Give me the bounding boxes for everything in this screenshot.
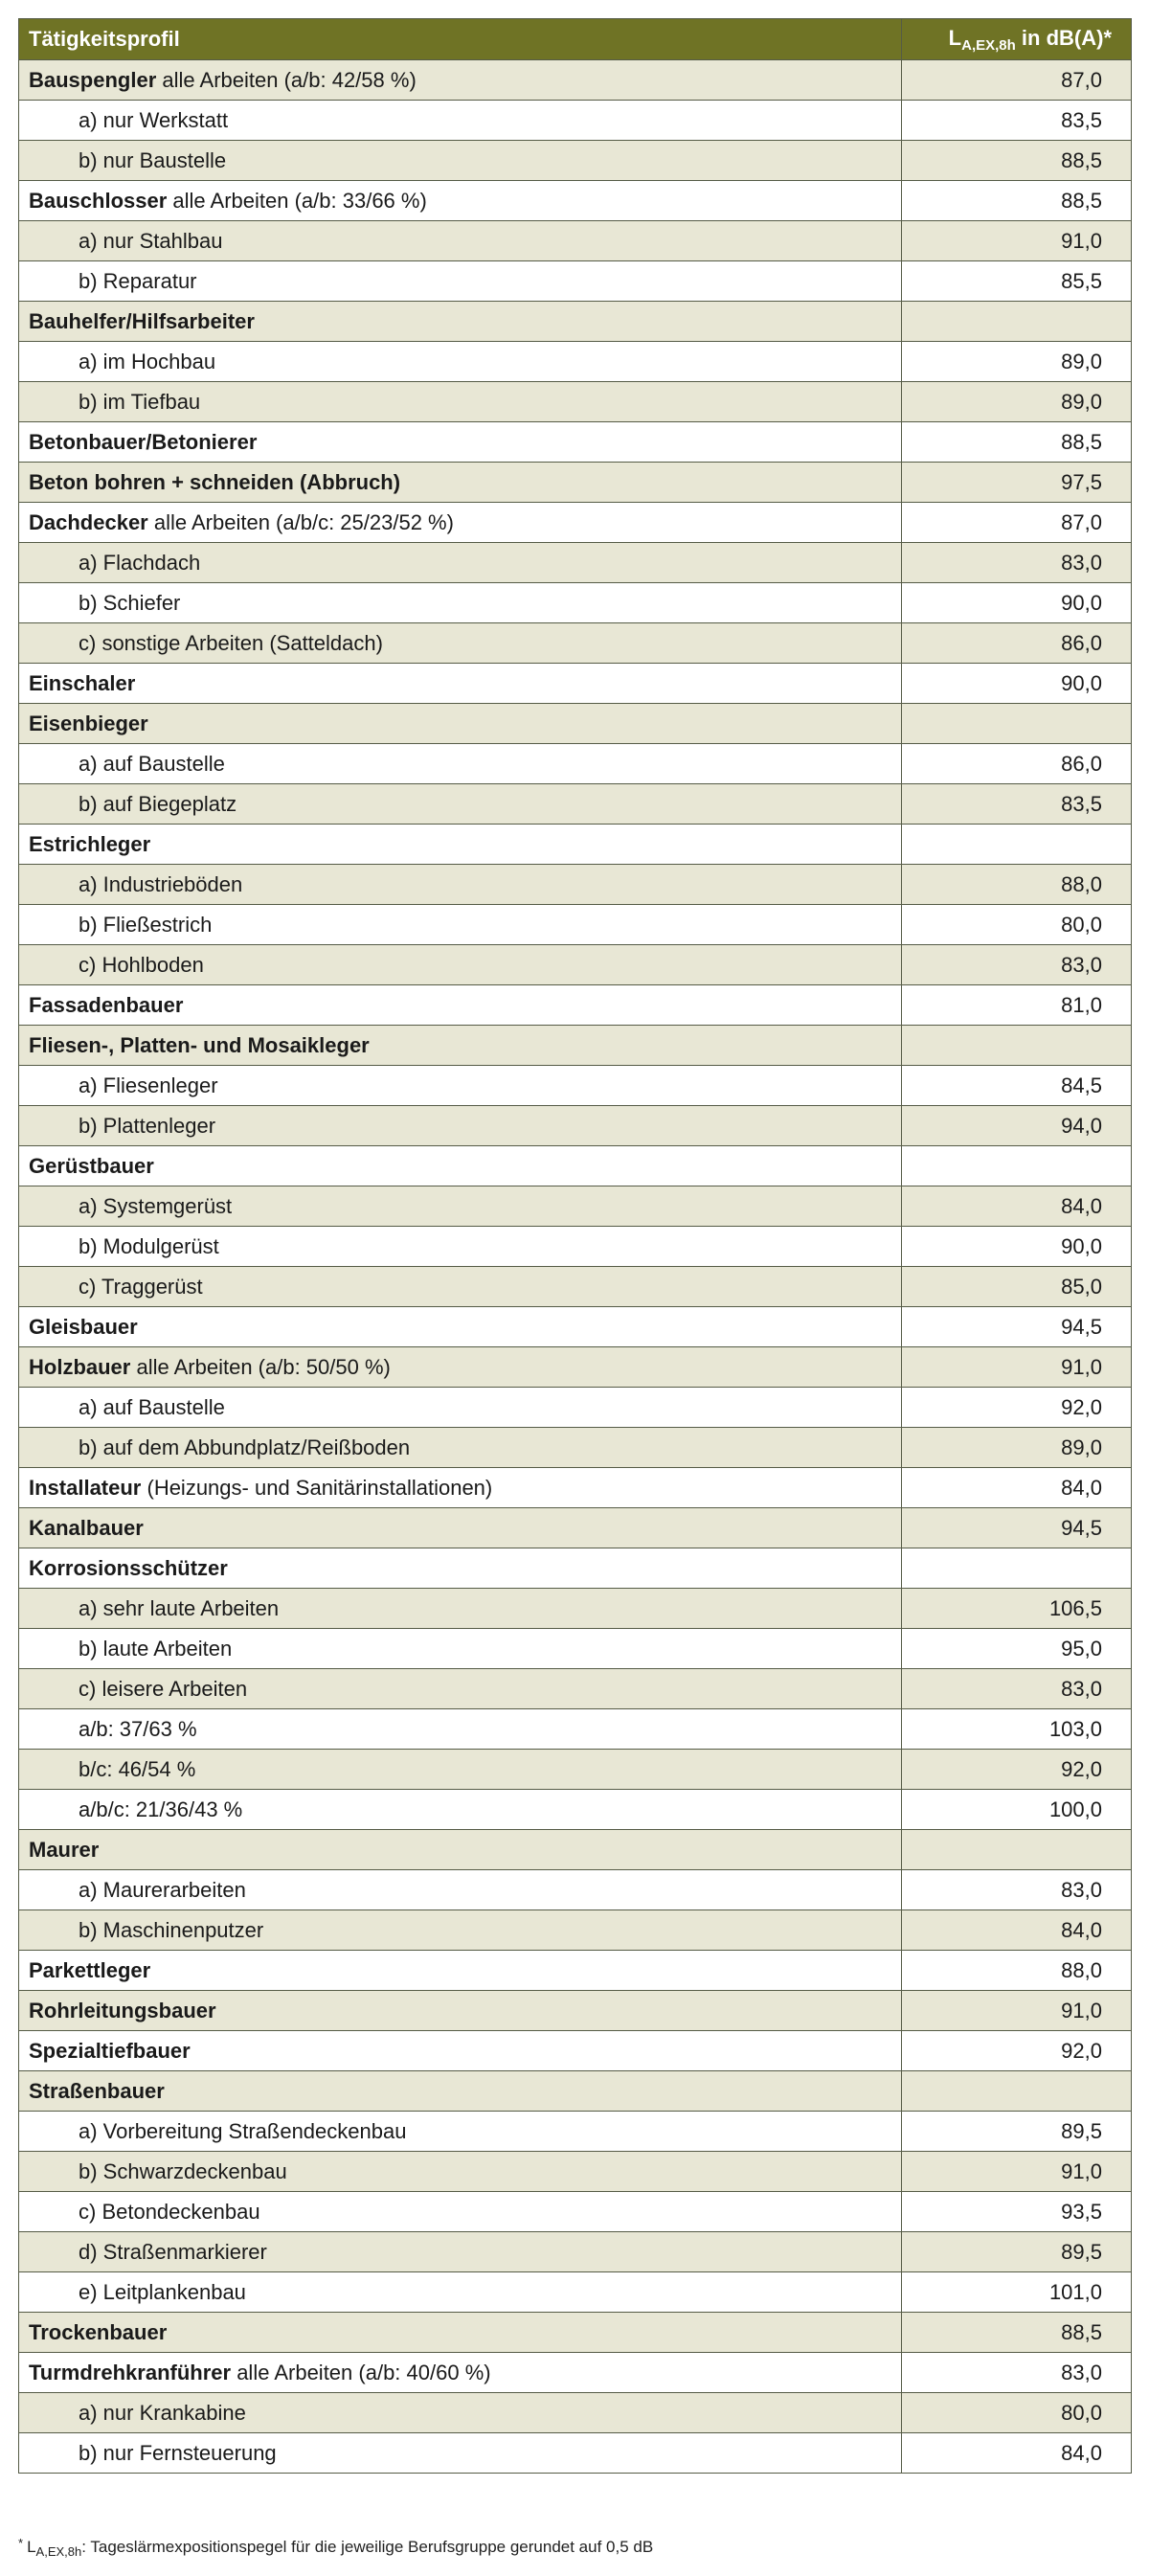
- activity-cell: [19, 2071, 902, 2112]
- activity-label: b) nur Fernsteuerung: [79, 2440, 277, 2465]
- activity-label: a) Fliesenleger: [79, 1073, 218, 1097]
- activity-cell: [19, 865, 902, 905]
- level-value: 88,0: [902, 865, 1132, 905]
- level-value: [902, 1830, 1132, 1870]
- level-value: 85,5: [902, 261, 1132, 302]
- activity-cell: [19, 1790, 902, 1830]
- activity-label: Trockenbauer: [29, 2319, 168, 2344]
- activity-label: Bauspengler: [29, 67, 157, 92]
- table-row: [19, 221, 1132, 261]
- table-row: [19, 1508, 1132, 1548]
- level-value: 106,5: [902, 1589, 1132, 1629]
- activity-cell: [19, 1508, 902, 1548]
- table-row: [19, 985, 1132, 1026]
- activity-cell: [19, 1709, 902, 1750]
- activity-cell: [19, 503, 902, 543]
- activity-label: a) nur Stahlbau: [79, 228, 223, 253]
- level-value: 88,5: [902, 2313, 1132, 2353]
- activity-label: b) Plattenleger: [79, 1113, 216, 1138]
- activity-label: Estrichleger: [29, 831, 151, 856]
- activity-label: Eisenbieger: [29, 711, 148, 735]
- activity-label: c) Hohlboden: [79, 952, 204, 977]
- level-value: 83,0: [902, 1669, 1132, 1709]
- activity-label: Fassadenbauer: [29, 992, 184, 1017]
- level-value: 81,0: [902, 985, 1132, 1026]
- activity-label: Turmdrehkranführer: [29, 2360, 232, 2384]
- activity-label: Bauschlosser: [29, 188, 168, 213]
- level-value: [902, 704, 1132, 744]
- activity-label: a) sehr laute Arbeiten: [79, 1595, 280, 1620]
- level-value: 89,0: [902, 382, 1132, 422]
- table-row: [19, 2152, 1132, 2192]
- activity-cell: [19, 422, 902, 463]
- activity-cell: [19, 342, 902, 382]
- activity-label: b) Schiefer: [79, 590, 181, 615]
- table-row: [19, 1146, 1132, 1186]
- footnote-symbol-sub: A,EX,8h: [35, 2544, 82, 2559]
- level-value: 94,0: [902, 1106, 1132, 1146]
- level-value: 90,0: [902, 664, 1132, 704]
- table-row: [19, 1991, 1132, 2031]
- activity-cell: [19, 1991, 902, 2031]
- table-row: [19, 1709, 1132, 1750]
- level-value: [902, 825, 1132, 865]
- table-row: [19, 1750, 1132, 1790]
- activity-label: a/b: 37/63 %: [79, 1716, 197, 1741]
- table-row: [19, 2232, 1132, 2272]
- activity-cell: [19, 2031, 902, 2071]
- table-row: [19, 1629, 1132, 1669]
- activity-label: Rohrleitungsbauer: [29, 1998, 216, 2022]
- activity-label: c) leisere Arbeiten: [79, 1676, 248, 1701]
- level-value: 90,0: [902, 1227, 1132, 1267]
- table-row: [19, 2112, 1132, 2152]
- activity-cell: [19, 1589, 902, 1629]
- table-row: [19, 1388, 1132, 1428]
- table-row: [19, 1307, 1132, 1347]
- noise-exposure-table: [18, 18, 1132, 2474]
- activity-label: d) Straßenmarkierer: [79, 2239, 267, 2264]
- activity-cell: [19, 2393, 902, 2433]
- activity-label: b) Maschinenputzer: [79, 1917, 264, 1942]
- table-row: [19, 1951, 1132, 1991]
- activity-detail: (Heizungs- und Sanitärinstallationen): [141, 1475, 493, 1500]
- level-value: 90,0: [902, 583, 1132, 623]
- activity-label: a) Vorbereitung Straßendeckenbau: [79, 2118, 407, 2143]
- table-row: [19, 302, 1132, 342]
- level-value: 84,0: [902, 2433, 1132, 2474]
- activity-label: a) Maurerarbeiten: [79, 1877, 246, 1902]
- level-value: 94,5: [902, 1307, 1132, 1347]
- activity-cell: [19, 583, 902, 623]
- table-header-row: [19, 19, 1132, 60]
- level-value: 95,0: [902, 1629, 1132, 1669]
- table-row: [19, 1106, 1132, 1146]
- level-value: [902, 1026, 1132, 1066]
- activity-label: b) laute Arbeiten: [79, 1636, 233, 1661]
- activity-cell: [19, 302, 902, 342]
- activity-cell: [19, 261, 902, 302]
- activity-detail: alle Arbeiten (a/b: 40/60 %): [231, 2360, 491, 2384]
- activity-detail: alle Arbeiten (a/b/c: 25/23/52 %): [147, 509, 454, 534]
- level-value: 91,0: [902, 2152, 1132, 2192]
- level-value: 91,0: [902, 221, 1132, 261]
- table-row: [19, 744, 1132, 784]
- level-value: 100,0: [902, 1790, 1132, 1830]
- activity-label: a/b/c: 21/36/43 %: [79, 1796, 243, 1821]
- table-row: [19, 2071, 1132, 2112]
- activity-cell: [19, 1951, 902, 1991]
- activity-label: c) Traggerüst: [79, 1274, 203, 1299]
- level-value: 84,0: [902, 1186, 1132, 1227]
- table-row: [19, 1186, 1132, 1227]
- activity-cell: [19, 1428, 902, 1468]
- table-row: [19, 2272, 1132, 2313]
- level-value: 87,0: [902, 60, 1132, 101]
- table-row: [19, 2031, 1132, 2071]
- activity-label: a) auf Baustelle: [79, 751, 225, 776]
- table-row: [19, 1428, 1132, 1468]
- activity-label: b) Fließestrich: [79, 912, 213, 937]
- activity-label: a) auf Baustelle: [79, 1394, 225, 1419]
- level-value: 93,5: [902, 2192, 1132, 2232]
- header-level-sub: A,EX,8h: [961, 36, 1016, 54]
- table-row: [19, 623, 1132, 664]
- level-value: 88,5: [902, 141, 1132, 181]
- activity-label: c) sonstige Arbeiten (Satteldach): [79, 630, 383, 655]
- table-row: [19, 2313, 1132, 2353]
- activity-cell: [19, 985, 902, 1026]
- activity-cell: [19, 1066, 902, 1106]
- activity-cell: [19, 101, 902, 141]
- activity-cell: [19, 1548, 902, 1589]
- activity-cell: [19, 463, 902, 503]
- table-row: [19, 342, 1132, 382]
- level-value: 86,0: [902, 744, 1132, 784]
- footnote-symbol: L: [27, 2538, 36, 2556]
- table-row: [19, 382, 1132, 422]
- activity-cell: [19, 141, 902, 181]
- activity-label: Gerüstbauer: [29, 1153, 154, 1178]
- level-value: 83,0: [902, 1870, 1132, 1910]
- table-row: [19, 1066, 1132, 1106]
- activity-detail: alle Arbeiten (a/b: 50/50 %): [130, 1354, 391, 1379]
- activity-label: b) Modulgerüst: [79, 1233, 219, 1258]
- activity-label: a) Flachdach: [79, 550, 201, 575]
- table-row: [19, 583, 1132, 623]
- activity-cell: [19, 1830, 902, 1870]
- table-row: [19, 543, 1132, 583]
- footnote-text: : Tageslärmexpositionspegel für die jeweilige Berufsgruppe gerundet auf 0,5 dB: [81, 2538, 654, 2556]
- activity-label: Bauhelfer/Hilfsarbeiter: [29, 308, 255, 333]
- level-value: 89,5: [902, 2112, 1132, 2152]
- table-row: [19, 181, 1132, 221]
- activity-label: b) auf Biegeplatz: [79, 791, 237, 816]
- table-row: [19, 2393, 1132, 2433]
- activity-label: a) Industrieböden: [79, 871, 243, 896]
- table-row: [19, 865, 1132, 905]
- level-value: 86,0: [902, 623, 1132, 664]
- table-row: [19, 2192, 1132, 2232]
- table-row: [19, 1669, 1132, 1709]
- activity-cell: [19, 2272, 902, 2313]
- level-value: 101,0: [902, 2272, 1132, 2313]
- level-value: 80,0: [902, 2393, 1132, 2433]
- table-row: [19, 2353, 1132, 2393]
- level-value: 84,5: [902, 1066, 1132, 1106]
- level-value: [902, 302, 1132, 342]
- activity-label: Kanalbauer: [29, 1515, 144, 1540]
- activity-cell: [19, 1750, 902, 1790]
- table-row: [19, 1267, 1132, 1307]
- table-row: [19, 1548, 1132, 1589]
- level-value: 89,0: [902, 342, 1132, 382]
- table-row: [19, 825, 1132, 865]
- table-row: [19, 1468, 1132, 1508]
- activity-cell: [19, 704, 902, 744]
- level-value: 89,0: [902, 1428, 1132, 1468]
- activity-cell: [19, 2232, 902, 2272]
- activity-label: Parkettleger: [29, 1957, 151, 1982]
- activity-cell: [19, 2112, 902, 2152]
- level-value: 87,0: [902, 503, 1132, 543]
- table-row: [19, 1347, 1132, 1388]
- activity-cell: [19, 1870, 902, 1910]
- table-row: [19, 141, 1132, 181]
- level-value: 89,5: [902, 2232, 1132, 2272]
- activity-label: Gleisbauer: [29, 1314, 138, 1339]
- table-row: [19, 905, 1132, 945]
- activity-label: Beton bohren + schneiden (Abbruch): [29, 469, 401, 494]
- activity-cell: [19, 2353, 902, 2393]
- table-row: [19, 1910, 1132, 1951]
- table-row: [19, 784, 1132, 825]
- level-value: 85,0: [902, 1267, 1132, 1307]
- activity-label: Dachdecker: [29, 509, 148, 534]
- activity-cell: [19, 744, 902, 784]
- activity-label: Fliesen-, Platten- und Mosaikleger: [29, 1032, 370, 1057]
- activity-label: e) Leitplankenbau: [79, 2279, 246, 2304]
- activity-cell: [19, 1227, 902, 1267]
- table-row: [19, 1026, 1132, 1066]
- activity-cell: [19, 1106, 902, 1146]
- activity-cell: [19, 1388, 902, 1428]
- activity-label: a) im Hochbau: [79, 349, 216, 373]
- activity-cell: [19, 825, 902, 865]
- level-value: 88,5: [902, 181, 1132, 221]
- table-row: [19, 1589, 1132, 1629]
- activity-cell: [19, 2313, 902, 2353]
- activity-cell: [19, 1026, 902, 1066]
- header-level-main: L: [948, 25, 962, 50]
- level-value: 83,0: [902, 945, 1132, 985]
- level-value: 80,0: [902, 905, 1132, 945]
- level-value: 91,0: [902, 1991, 1132, 2031]
- activity-cell: [19, 543, 902, 583]
- activity-label: Korrosionsschützer: [29, 1555, 228, 1580]
- activity-label: b) Schwarzdeckenbau: [79, 2158, 287, 2183]
- activity-label: Einschaler: [29, 670, 136, 695]
- activity-cell: [19, 2192, 902, 2232]
- table-row: [19, 664, 1132, 704]
- activity-label: b/c: 46/54 %: [79, 1756, 196, 1781]
- table-row: [19, 422, 1132, 463]
- activity-label: c) Betondeckenbau: [79, 2199, 260, 2224]
- activity-cell: [19, 221, 902, 261]
- activity-cell: [19, 664, 902, 704]
- activity-label: b) auf dem Abbundplatz/Reißboden: [79, 1435, 411, 1459]
- level-value: 88,0: [902, 1951, 1132, 1991]
- activity-cell: [19, 1307, 902, 1347]
- table-row: [19, 1830, 1132, 1870]
- table-row: [19, 1227, 1132, 1267]
- activity-cell: [19, 784, 902, 825]
- level-value: 91,0: [902, 1347, 1132, 1388]
- table-row: [19, 1790, 1132, 1830]
- header-activity: Tätigkeitsprofil: [19, 19, 902, 60]
- table-row: [19, 1870, 1132, 1910]
- activity-cell: [19, 2152, 902, 2192]
- level-value: 92,0: [902, 1388, 1132, 1428]
- level-value: 97,5: [902, 463, 1132, 503]
- activity-cell: [19, 1468, 902, 1508]
- footnote: [18, 2536, 653, 2559]
- activity-label: Maurer: [29, 1837, 100, 1862]
- activity-cell: [19, 1347, 902, 1388]
- activity-label: a) Systemgerüst: [79, 1193, 233, 1218]
- table-row: [19, 503, 1132, 543]
- level-value: [902, 2071, 1132, 2112]
- level-value: 83,5: [902, 784, 1132, 825]
- activity-detail: alle Arbeiten (a/b: 33/66 %): [167, 188, 427, 213]
- activity-cell: [19, 1629, 902, 1669]
- activity-cell: [19, 945, 902, 985]
- table-row: [19, 60, 1132, 101]
- level-value: 88,5: [902, 422, 1132, 463]
- level-value: 83,5: [902, 101, 1132, 141]
- table-body: [19, 60, 1132, 2474]
- level-value: 103,0: [902, 1709, 1132, 1750]
- table-row: [19, 945, 1132, 985]
- level-value: 84,0: [902, 1468, 1132, 1508]
- activity-cell: [19, 1267, 902, 1307]
- activity-cell: [19, 905, 902, 945]
- table-row: [19, 463, 1132, 503]
- activity-label: a) nur Krankabine: [79, 2400, 246, 2425]
- activity-label: Straßenbauer: [29, 2078, 165, 2103]
- activity-label: b) im Tiefbau: [79, 389, 201, 414]
- activity-label: Installateur: [29, 1475, 142, 1500]
- activity-label: a) nur Werkstatt: [79, 107, 229, 132]
- activity-label: Spezialtiefbauer: [29, 2038, 191, 2063]
- footnote-star: *: [18, 2536, 24, 2550]
- activity-cell: [19, 1669, 902, 1709]
- level-value: 92,0: [902, 2031, 1132, 2071]
- header-level-unit: in dB(A)*: [1015, 25, 1112, 50]
- activity-cell: [19, 1186, 902, 1227]
- table-row: [19, 704, 1132, 744]
- level-value: 94,5: [902, 1508, 1132, 1548]
- level-value: [902, 1146, 1132, 1186]
- activity-detail: alle Arbeiten (a/b: 42/58 %): [156, 67, 417, 92]
- activity-label: b) nur Baustelle: [79, 147, 227, 172]
- level-value: [902, 1548, 1132, 1589]
- activity-cell: [19, 2433, 902, 2474]
- activity-label: Betonbauer/Betonierer: [29, 429, 258, 454]
- header-level: [902, 19, 1132, 60]
- activity-cell: [19, 1146, 902, 1186]
- activity-cell: [19, 181, 902, 221]
- level-value: 84,0: [902, 1910, 1132, 1951]
- level-value: 83,0: [902, 543, 1132, 583]
- level-value: 83,0: [902, 2353, 1132, 2393]
- table-row: [19, 101, 1132, 141]
- table-row: [19, 2433, 1132, 2474]
- level-value: 92,0: [902, 1750, 1132, 1790]
- activity-cell: [19, 60, 902, 101]
- activity-label: Holzbauer: [29, 1354, 131, 1379]
- activity-label: b) Reparatur: [79, 268, 197, 293]
- table-row: [19, 261, 1132, 302]
- activity-cell: [19, 382, 902, 422]
- activity-cell: [19, 623, 902, 664]
- activity-cell: [19, 1910, 902, 1951]
